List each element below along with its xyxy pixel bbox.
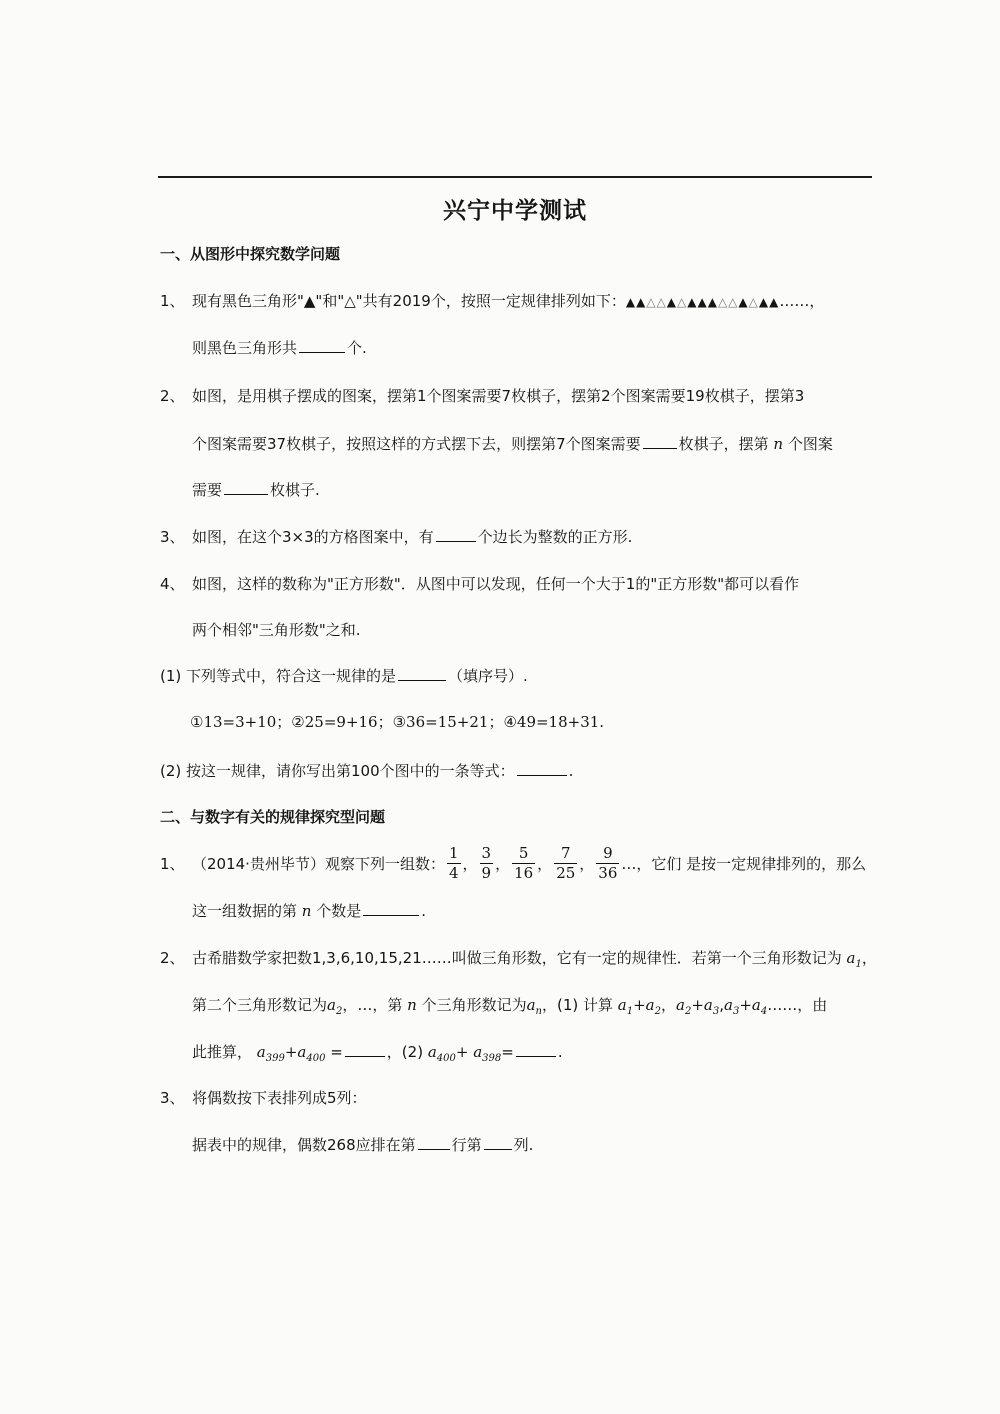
s1-q2-line3-end: 枚棋子. [270, 481, 320, 499]
s2-q3-line2-text: 据表中的规律，偶数268应排在第 [192, 1136, 416, 1154]
s1-q2-line2 [192, 433, 833, 454]
var-n: n [768, 435, 788, 453]
s1-q1-text: 现有黑色三角形"▲"和"△"共有2019个，按照一定规律排列如下： [192, 292, 626, 310]
fraction-4: $\frac{7}{25}$ [556, 843, 576, 882]
answer-blank[interactable] [224, 493, 268, 495]
expr-a400-a398: $a_{400}+ a_{398}$ [423, 1043, 502, 1064]
s1-q3-text-end: 个边长为整数的正方形. [477, 528, 633, 546]
s1-q4-part2-end: . [568, 762, 574, 780]
s1-q1-text-b: 则黑色三角形共 [192, 339, 298, 357]
s1-q4-part2 [160, 760, 573, 781]
s2-q1-number: 1、 [160, 855, 185, 873]
s1-q1-line1 [192, 290, 824, 311]
fraction-1: $\frac{1}{4}$ [448, 843, 459, 882]
s2-q2-line1: 古希腊数学家把数1,3,6,10,15,21……叫做三角形数，它有一定的规律性．若第一个三角形数记为 $a_1$， [192, 949, 877, 970]
s2-q2-number: 2、 [160, 949, 185, 967]
s1-q3-number: 3、 [160, 528, 185, 546]
s1-q3-line [192, 526, 632, 547]
s2-q2-line2: 第二个三角形数记为$a_2$，…，第 n 个三角形数记为$a_n$，(1) 计算 $a_1+a_2$，$a_2+a_3,a_3+a_4\dots\dots$，由 [192, 996, 828, 1017]
answer-blank[interactable] [436, 540, 476, 542]
s1-q4-line2: 两个相邻"三角形数"之和. [192, 621, 361, 639]
answer-blank[interactable] [484, 1148, 512, 1150]
s2-q2-line2-end: ……，由 [767, 996, 828, 1014]
answer-blank[interactable] [517, 774, 567, 776]
var-an: $a_n$ [526, 996, 542, 1017]
page-title: 兴宁中学测试 [443, 198, 587, 224]
s1-q4-part1-text: (1) 下列等式中，符合这一规律的是 [160, 667, 397, 685]
var-a1: $a_1$ [841, 949, 862, 970]
expr-a2-a3: $a_2+a_3$ [676, 996, 720, 1017]
triangle-pattern-icon: ▲▲△△▲△▲▲▲△△▲△▲▲ [625, 295, 780, 309]
s2-q1-line2-mid: 个数是 [316, 902, 362, 920]
s2-q1-text: （2014·贵州毕节）观察下列一组数： [192, 854, 445, 873]
s2-q2-line3-mid: ，(2) [386, 1043, 424, 1061]
s2-q1-line2-end: . [421, 902, 427, 920]
s2-q2-eq1: = [330, 1043, 343, 1061]
s2-q1-line2 [192, 900, 426, 921]
s1-q2-line2-end: 个图案 [787, 435, 833, 453]
expr-a1-a2: $a_1+a_2$ [613, 996, 661, 1017]
var-n: n [297, 902, 317, 920]
fraction-2: $\frac{3}{9}$ [481, 843, 492, 882]
top-rule [158, 176, 872, 178]
s1-q2-line2-mid: 枚棋子，摆第 [678, 435, 769, 453]
s1-q4-part2-text: (2) 按这一规律，请你写出第100个图中的一条等式： [160, 762, 515, 780]
s1-q4-line1: 如图，这样的数称为"正方形数"．从图中可以发现，任何一个大于1的"正方形数"都可以看作 [192, 575, 800, 593]
s2-q2-line2-mid: ，…，第 [342, 996, 403, 1014]
answer-blank[interactable] [418, 1148, 450, 1150]
answer-blank[interactable] [299, 351, 345, 353]
expr-a3-a4: $a_3+a_4$ [724, 996, 768, 1017]
s2-q2-line1-text: 古希腊数学家把数1,3,6,10,15,21……叫做三角形数，它有一定的规律性．若第一个三角形数记为 [192, 949, 842, 967]
s1-q2-number: 2、 [160, 387, 185, 405]
answer-blank[interactable] [363, 914, 419, 916]
fraction-3: $\frac{5}{16}$ [514, 843, 534, 882]
expr-a399-a400: $a_{399}+a_{400}$ [252, 1043, 326, 1064]
s1-q4-options: ①13=3+10；②25=9+16；③36=15+21；④49=18+31. [190, 713, 605, 731]
s1-q3-text: 如图，在这个3×3的方格图案中，有 [192, 528, 434, 546]
s1-q2-line2-text: 个图案需要37枚棋子，按照这样的方式摆下去，则摆第7个图案需要 [192, 435, 641, 453]
s1-q2-line3-text: 需要 [192, 481, 223, 499]
s2-q3-line2 [192, 1134, 533, 1155]
s1-q1-line2 [192, 337, 367, 358]
s2-q2-line2-mid3: ，(1) 计算 [541, 996, 614, 1014]
s2-q3-line2-mid: 行第 [451, 1136, 482, 1154]
s1-q4-part1 [160, 665, 528, 686]
s2-q2-line2-text: 第二个三角形数记为 [192, 996, 328, 1014]
s1-q4-part1-end: （填序号）. [448, 667, 528, 685]
answer-blank[interactable] [398, 679, 446, 681]
section1-heading: 一、从图形中探究数学问题 [160, 245, 341, 263]
s1-q2-line1: 如图，是用棋子摆成的图案，摆第1个图案需要7枚棋子，摆第2个图案需要19枚棋子，摆第3 [192, 387, 805, 405]
answer-blank[interactable] [516, 1055, 556, 1057]
s2-q3-line2-end: 列. [513, 1136, 534, 1154]
s2-q1-line2-text: 这一组数据的第 [192, 902, 298, 920]
fraction-5: $\frac{9}{36}$ [598, 843, 618, 882]
s1-q1-pattern-tail: ……， [779, 292, 825, 310]
s2-q2-eq2: = [501, 1043, 514, 1061]
s1-q2-line3 [192, 479, 320, 500]
var-n: n [402, 996, 422, 1014]
s2-q2-line2-mid2: 个三角形数记为 [421, 996, 527, 1014]
section2-heading: 二、与数字有关的规律探究型问题 [160, 808, 386, 826]
answer-blank[interactable] [345, 1055, 385, 1057]
s1-q1-number: 1、 [160, 292, 185, 310]
s2-q1-line1: （2014·贵州毕节）观察下列一组数： $\frac{1}{4}$ ， $\frac{3}{9}$ ， $\frac{5}{16}$ ， $\frac{7}{25}$ ， $\frac{9}{36}$ …，它们 是按一定规律排列的，那么 [192, 843, 867, 882]
s2-q1-text-end: …，它们 是按一定规律排列的，那么 [621, 854, 867, 873]
answer-blank[interactable] [643, 447, 677, 449]
s2-q3-line1: 将偶数按下表排列成5列： [192, 1089, 367, 1107]
var-a2: $a_2$ [327, 996, 343, 1017]
s2-q2-line3-text: 此推算， [192, 1043, 253, 1061]
s2-q2-line3-end: . [557, 1043, 563, 1061]
s2-q3-number: 3、 [160, 1089, 185, 1107]
s1-q1-text-b-end: 个. [347, 339, 367, 357]
s2-q2-line3 [192, 1041, 563, 1064]
s1-q4-number: 4、 [160, 575, 185, 593]
